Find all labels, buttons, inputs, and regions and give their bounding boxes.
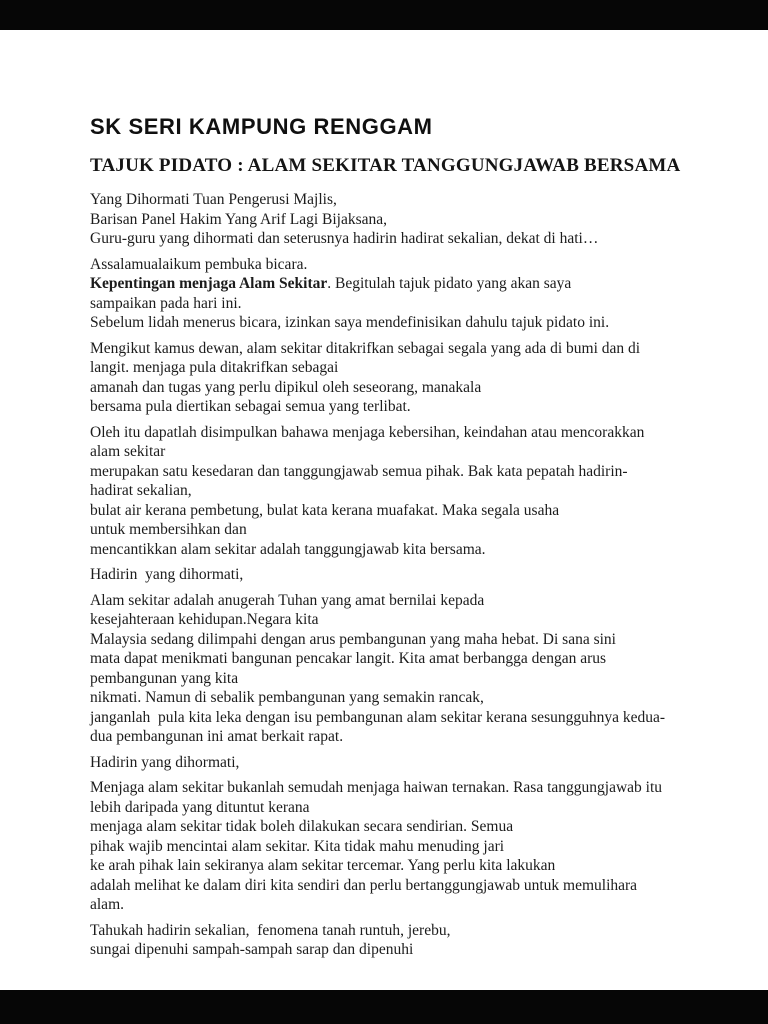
text-line: mencantikkan alam sekitar adalah tanggungjawab kita bersama.: [90, 540, 486, 558]
paragraph: [90, 591, 710, 747]
document-page: [0, 30, 768, 990]
text-line: langit. menjaga pula ditakrifkan sebagai: [90, 359, 339, 376]
text-line: dua pembangunan ini amat berkait rapat.: [90, 728, 344, 745]
text-line: nikmati. Namun di sebalik pembangunan yang semakin rancak,: [90, 689, 484, 706]
text-line: [90, 274, 710, 294]
text-line: lebih daripada yang dituntut kerana: [90, 798, 310, 816]
text-line: Mengikut kamus dewan, alam sekitar ditakrifkan sebagai segala yang ada di bumi dan di: [90, 339, 641, 357]
paragraph: [90, 921, 710, 960]
text-line: sungai dipenuhi sampah-sampah sarap dan dipenuhi: [90, 941, 414, 958]
text-line: Sebelum lidah menerus bicara, izinkan saya mendefinisikan dahulu tajuk pidato ini.: [90, 314, 610, 331]
text-line: Yang Dihormati Tuan Pengerusi Majlis,: [90, 191, 337, 208]
paragraph: [90, 255, 710, 333]
text-line: untuk membersihkan dan: [90, 521, 247, 538]
document-body: [90, 190, 710, 960]
text-segment: . Begitulah tajuk pidato yang akan saya: [327, 275, 572, 292]
paragraph: [90, 190, 710, 249]
text-line: merupakan satu kesedaran dan tanggungjawab semua pihak. Bak kata pepatah hadirin-: [90, 462, 628, 480]
text-line: Tahukah hadirin sekalian, fenomena tanah runtuh, jerebu,: [90, 921, 451, 939]
text-line: sampaikan pada hari ini.: [90, 294, 242, 312]
text-line: kesejahteraan kehidupan.Negara kita: [90, 611, 319, 628]
paragraph: [90, 423, 710, 560]
text-line: Oleh itu dapatlah disimpulkan bahawa menjaga kebersihan, keindahan atau mencorakkan: [90, 423, 645, 441]
text-line: Barisan Panel Hakim Yang Arif Lagi Bijaksana,: [90, 210, 388, 228]
text-line: Menjaga alam sekitar bukanlah semudah menjaga haiwan ternakan. Rasa tanggungjawab itu: [90, 779, 663, 796]
text-line: amanah dan tugas yang perlu dipikul oleh seseorang, manakala: [90, 378, 482, 396]
text-line: alam.: [90, 896, 124, 913]
paragraph: [90, 339, 710, 417]
text-line: ke arah pihak lain sekiranya alam sekitar tercemar. Yang perlu kita lakukan: [90, 857, 556, 874]
text-line: Hadirin yang dihormati,: [90, 566, 244, 583]
text-line: menjaga alam sekitar tidak boleh dilakukan secara sendirian. Semua: [90, 818, 514, 835]
text-line: bersama pula diertikan sebagai semua yang terlibat.: [90, 398, 411, 415]
letterbox-bottom-bar: [0, 990, 768, 1024]
text-line: Malaysia sedang dilimpahi dengan arus pembangunan yang maha hebat. Di sana sini: [90, 630, 616, 648]
text-line: Hadirin yang dihormati,: [90, 753, 240, 771]
text-line: adalah melihat ke dalam diri kita sendiri dan perlu bertanggungjawab untuk memulihara: [90, 876, 638, 894]
text-line: Guru-guru yang dihormati dan seterusnya hadirin hadirat sekalian, dekat di hati…: [90, 230, 599, 247]
text-line: hadirat sekalian,: [90, 482, 192, 499]
text-line: Assalamualaikum pembuka bicara.: [90, 255, 308, 273]
paragraph: [90, 565, 710, 585]
text-line: mata dapat menikmati bangunan pencakar langit. Kita amat berbangga dengan arus: [90, 650, 607, 667]
paragraph: [90, 778, 710, 915]
text-line: pihak wajib mencintai alam sekitar. Kita tidak mahu menuding jari: [90, 837, 505, 855]
paragraph: [90, 753, 710, 773]
document-subheading: TAJUK PIDATO : ALAM SEKITAR TANGGUNGJAWAB BERSAMA: [90, 155, 681, 176]
text-line: janganlah pula kita leka dengan isu pembangunan alam sekitar kerana sesungguhnya kedua-: [90, 708, 666, 726]
text-line: Alam sekitar adalah anugerah Tuhan yang amat bernilai kepada: [90, 591, 485, 609]
text-line: pembangunan yang kita: [90, 669, 239, 687]
letterbox-top-bar: [0, 0, 768, 30]
document-heading: SK SERI KAMPUNG RENGGAM: [90, 114, 433, 139]
bold-text-segment: Kepentingan menjaga Alam Sekitar: [90, 275, 328, 292]
text-line: alam sekitar: [90, 443, 166, 460]
text-line: bulat air kerana pembetung, bulat kata kerana muafakat. Maka segala usaha: [90, 501, 560, 519]
